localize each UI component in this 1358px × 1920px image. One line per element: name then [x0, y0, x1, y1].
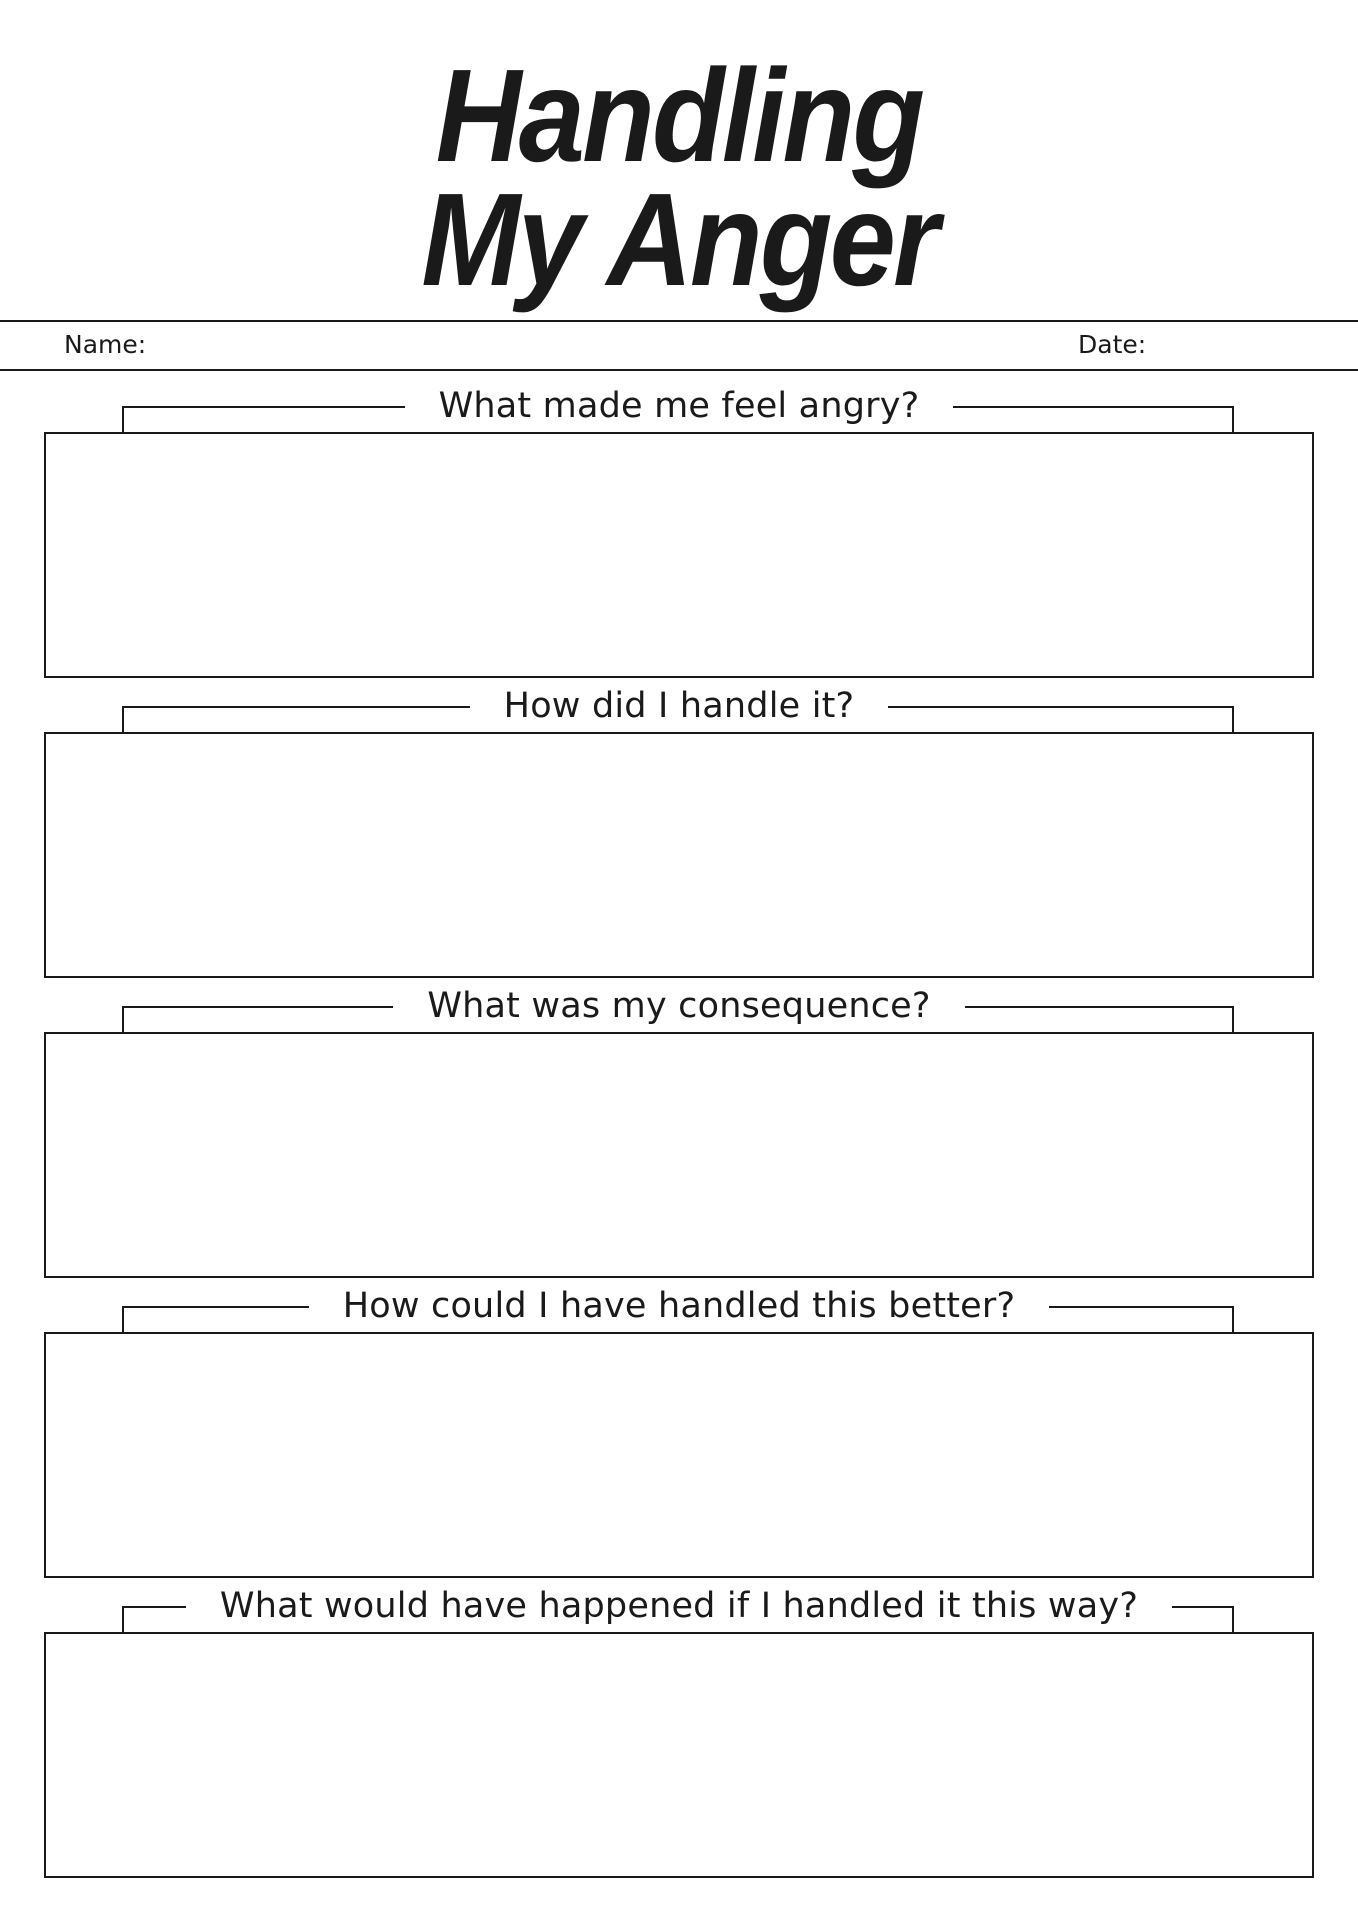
date-label: Date:	[1078, 330, 1147, 359]
answer-box[interactable]	[44, 1332, 1314, 1578]
name-label: Name:	[64, 330, 147, 359]
section-heading: What was my consequence?	[44, 984, 1314, 1028]
section-heading: What would have happened if I handled it this way?	[44, 1584, 1314, 1628]
section-heading: How could I have handled this better?	[44, 1284, 1314, 1328]
answer-box[interactable]	[44, 432, 1314, 678]
worksheet-title-line-1: Handling	[435, 42, 923, 189]
section-heading: How did I handle it?	[44, 684, 1314, 728]
answer-box[interactable]	[44, 1632, 1314, 1878]
worksheet-title-line-2: My Anger	[421, 166, 937, 313]
section-heading: What made me feel angry?	[44, 384, 1314, 428]
answer-box[interactable]	[44, 732, 1314, 978]
header-rule-bottom	[0, 369, 1358, 371]
answer-box[interactable]	[44, 1032, 1314, 1278]
header-rule-top	[0, 320, 1358, 322]
